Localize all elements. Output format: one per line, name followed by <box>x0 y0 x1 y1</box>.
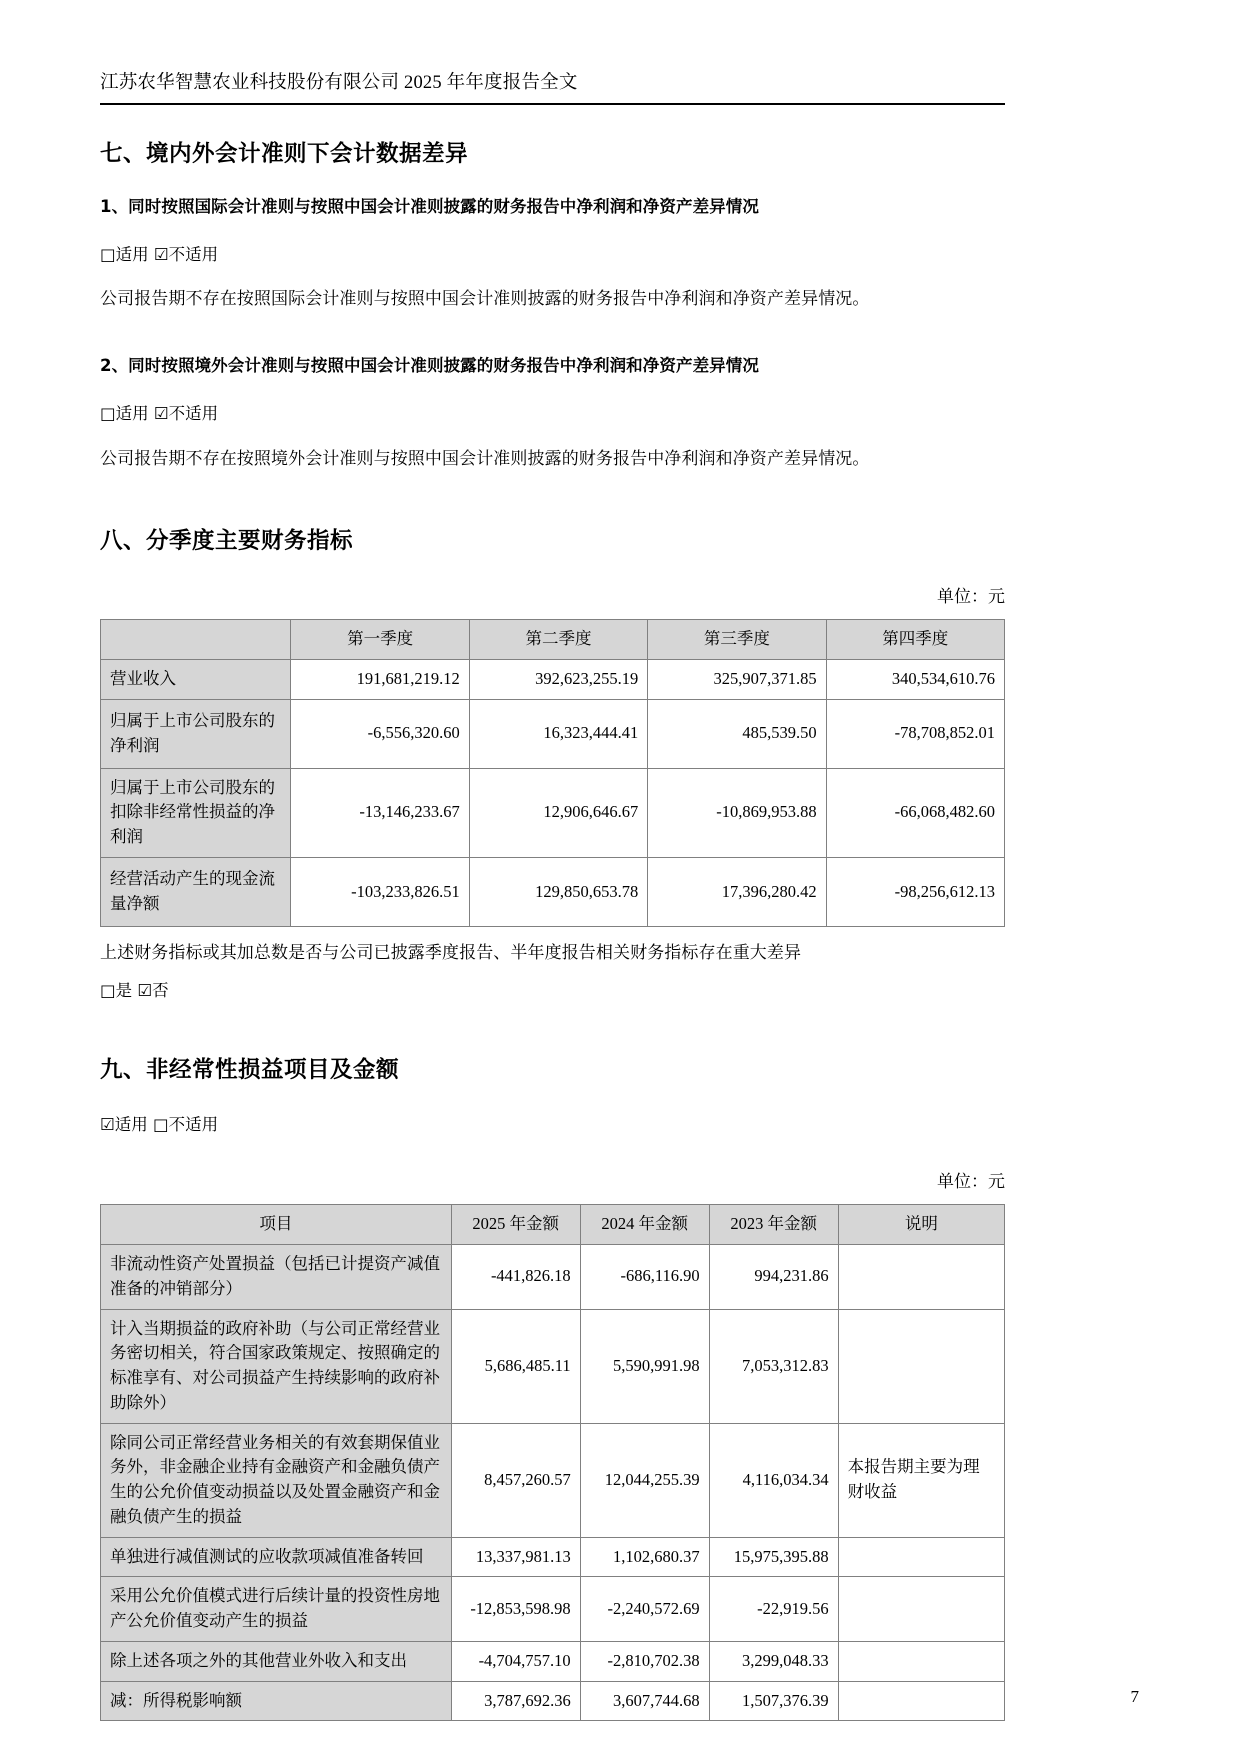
column-header-q4: 第四季度 <box>826 620 1004 660</box>
cell-government-grants-2025: 5,686,485.11 <box>451 1309 580 1423</box>
table-header-row <box>101 620 1005 660</box>
cell-other-nonoperating-note <box>838 1641 1004 1681</box>
cell-asset-disposal-2025: -441,826.18 <box>451 1245 580 1310</box>
column-header-item: 项目 <box>101 1205 452 1245</box>
body-text-7-2: 公司报告期不存在按照境外会计准则与按照中国会计准则披露的财务报告中净利润和净资产差异情况。 <box>100 448 870 468</box>
applicability-choice-7-1[interactable]: □适用 ☑不适用 <box>100 244 219 264</box>
cell-income-tax-effect-2025: 3,787,692.36 <box>451 1681 580 1721</box>
cell-asset-disposal-2023: 994,231.86 <box>709 1245 838 1310</box>
column-header-2023: 2023 年金额 <box>709 1205 838 1245</box>
cell-operating-cashflow-q3: 17,396,280.42 <box>648 857 826 926</box>
cell-net-profit-q3: 485,539.50 <box>648 699 826 768</box>
row-label-investment-property: 采用公允价值模式进行后续计量的投资性房地产公允价值变动产生的损益 <box>101 1577 452 1642</box>
row-label-deducted-net-profit: 归属于上市公司股东的扣除非经常性损益的净利润 <box>101 768 291 857</box>
quarterly-financial-table <box>100 619 1005 927</box>
cell-operating-cashflow-q2: 129,850,653.78 <box>469 857 647 926</box>
table-row <box>101 768 1005 857</box>
section-heading-seven: 七、境内外会计准则下会计数据差异 <box>100 140 469 167</box>
cell-investment-property-2024: -2,240,572.69 <box>580 1577 709 1642</box>
cell-net-profit-q1: -6,556,320.60 <box>291 699 469 768</box>
cell-investment-property-2025: -12,853,598.98 <box>451 1577 580 1642</box>
column-header-q3: 第三季度 <box>648 620 826 660</box>
table-row <box>101 1245 1005 1310</box>
cell-other-nonoperating-2025: -4,704,757.10 <box>451 1641 580 1681</box>
table-row <box>101 659 1005 699</box>
cell-government-grants-2023: 7,053,312.83 <box>709 1309 838 1423</box>
applicability-choice-7-2[interactable]: □适用 ☑不适用 <box>100 404 219 424</box>
cell-deducted-net-profit-q2: 12,906,646.67 <box>469 768 647 857</box>
cell-other-nonoperating-2024: -2,810,702.38 <box>580 1641 709 1681</box>
cell-receivables-reversal-note <box>838 1537 1004 1577</box>
cell-financial-assets-2023: 4,116,034.34 <box>709 1423 838 1537</box>
cell-income-tax-effect-note <box>838 1681 1004 1721</box>
cell-financial-assets-note: 本报告期主要为理财收益 <box>838 1423 1004 1537</box>
section-heading-eight: 八、分季度主要财务指标 <box>100 527 354 554</box>
cell-revenue-q4: 340,534,610.76 <box>826 659 1004 699</box>
row-label-other-nonoperating: 除上述各项之外的其他营业外收入和支出 <box>101 1641 452 1681</box>
unit-label-quarterly: 单位：元 <box>937 587 1005 607</box>
running-header: 江苏农华智慧农业科技股份有限公司 2025 年年度报告全文 <box>100 73 578 93</box>
cell-receivables-reversal-2023: 15,975,395.88 <box>709 1537 838 1577</box>
cell-other-nonoperating-2023: 3,299,048.33 <box>709 1641 838 1681</box>
row-label-government-grants: 计入当期损益的政府补助（与公司正常经营业务密切相关，符合国家政策规定、按照确定的标准享有、对公司损益产生持续影响的政府补助除外） <box>101 1309 452 1423</box>
row-label-financial-assets: 除同公司正常经营业务相关的有效套期保值业务外，非金融企业持有金融资产和金融负债产生的公允价值变动损益以及处置金融资产和金融负债产生的损益 <box>101 1423 452 1537</box>
cell-government-grants-note <box>838 1309 1004 1423</box>
table-row <box>101 1641 1005 1681</box>
section-heading-nine: 九、非经常性损益项目及金额 <box>100 1057 400 1084</box>
cell-net-profit-q4: -78,708,852.01 <box>826 699 1004 768</box>
cell-operating-cashflow-q4: -98,256,612.13 <box>826 857 1004 926</box>
column-header-q2: 第二季度 <box>469 620 647 660</box>
cell-asset-disposal-2024: -686,116.90 <box>580 1245 709 1310</box>
table-row <box>101 1681 1005 1721</box>
table-row <box>101 1537 1005 1577</box>
applicability-choice-9[interactable]: ☑适用 □不适用 <box>100 1114 219 1134</box>
page-content <box>100 70 1005 1721</box>
subsection-heading-7-2: 2、同时按照境外会计准则与按照中国会计准则披露的财务报告中净利润和净资产差异情况 <box>100 356 759 376</box>
cell-financial-assets-2024: 12,044,255.39 <box>580 1423 709 1537</box>
header-divider <box>100 103 1005 105</box>
row-label-net-profit: 归属于上市公司股东的净利润 <box>101 699 291 768</box>
cell-deducted-net-profit-q3: -10,869,953.88 <box>648 768 826 857</box>
quarterly-footnote-choice[interactable]: □是 ☑否 <box>100 981 169 1001</box>
cell-income-tax-effect-2024: 3,607,744.68 <box>580 1681 709 1721</box>
cell-receivables-reversal-2024: 1,102,680.37 <box>580 1537 709 1577</box>
cell-financial-assets-2025: 8,457,260.57 <box>451 1423 580 1537</box>
quarterly-footnote-question: 上述财务指标或其加总数是否与公司已披露季度报告、半年度报告相关财务指标存在重大差异 <box>100 942 802 962</box>
table-row <box>101 1309 1005 1423</box>
row-label-receivables-reversal: 单独进行减值测试的应收款项减值准备转回 <box>101 1537 452 1577</box>
column-header-q1: 第一季度 <box>291 620 469 660</box>
row-label-asset-disposal: 非流动性资产处置损益（包括已计提资产减值准备的冲销部分） <box>101 1245 452 1310</box>
row-label-revenue: 营业收入 <box>101 659 291 699</box>
column-header-2025: 2025 年金额 <box>451 1205 580 1245</box>
cell-investment-property-2023: -22,919.56 <box>709 1577 838 1642</box>
cell-operating-cashflow-q1: -103,233,826.51 <box>291 857 469 926</box>
body-text-7-1: 公司报告期不存在按照国际会计准则与按照中国会计准则披露的财务报告中净利润和净资产差异情况。 <box>100 289 870 309</box>
row-label-income-tax-effect: 减：所得税影响额 <box>101 1681 452 1721</box>
cell-government-grants-2024: 5,590,991.98 <box>580 1309 709 1423</box>
table-row <box>101 1423 1005 1537</box>
row-label-operating-cashflow: 经营活动产生的现金流量净额 <box>101 857 291 926</box>
subsection-heading-7-1: 1、同时按照国际会计准则与按照中国会计准则披露的财务报告中净利润和净资产差异情况 <box>100 197 759 217</box>
cell-receivables-reversal-2025: 13,337,981.13 <box>451 1537 580 1577</box>
table-row <box>101 857 1005 926</box>
cell-revenue-q1: 191,681,219.12 <box>291 659 469 699</box>
cell-income-tax-effect-2023: 1,507,376.39 <box>709 1681 838 1721</box>
page-number: 7 <box>1130 1687 1139 1706</box>
table-row <box>101 1577 1005 1642</box>
cell-deducted-net-profit-q1: -13,146,233.67 <box>291 768 469 857</box>
column-header-note: 说明 <box>838 1205 1004 1245</box>
column-header-2024: 2024 年金额 <box>580 1205 709 1245</box>
cell-investment-property-note <box>838 1577 1004 1642</box>
nonrecurring-items-table <box>100 1204 1005 1721</box>
cell-net-profit-q2: 16,323,444.41 <box>469 699 647 768</box>
cell-asset-disposal-note <box>838 1245 1004 1310</box>
cell-revenue-q2: 392,623,255.19 <box>469 659 647 699</box>
cell-revenue-q3: 325,907,371.85 <box>648 659 826 699</box>
table-row <box>101 699 1005 768</box>
column-header-blank <box>101 620 291 660</box>
table-header-row <box>101 1205 1005 1245</box>
unit-label-nonrecurring: 单位：元 <box>937 1172 1005 1192</box>
cell-deducted-net-profit-q4: -66,068,482.60 <box>826 768 1004 857</box>
